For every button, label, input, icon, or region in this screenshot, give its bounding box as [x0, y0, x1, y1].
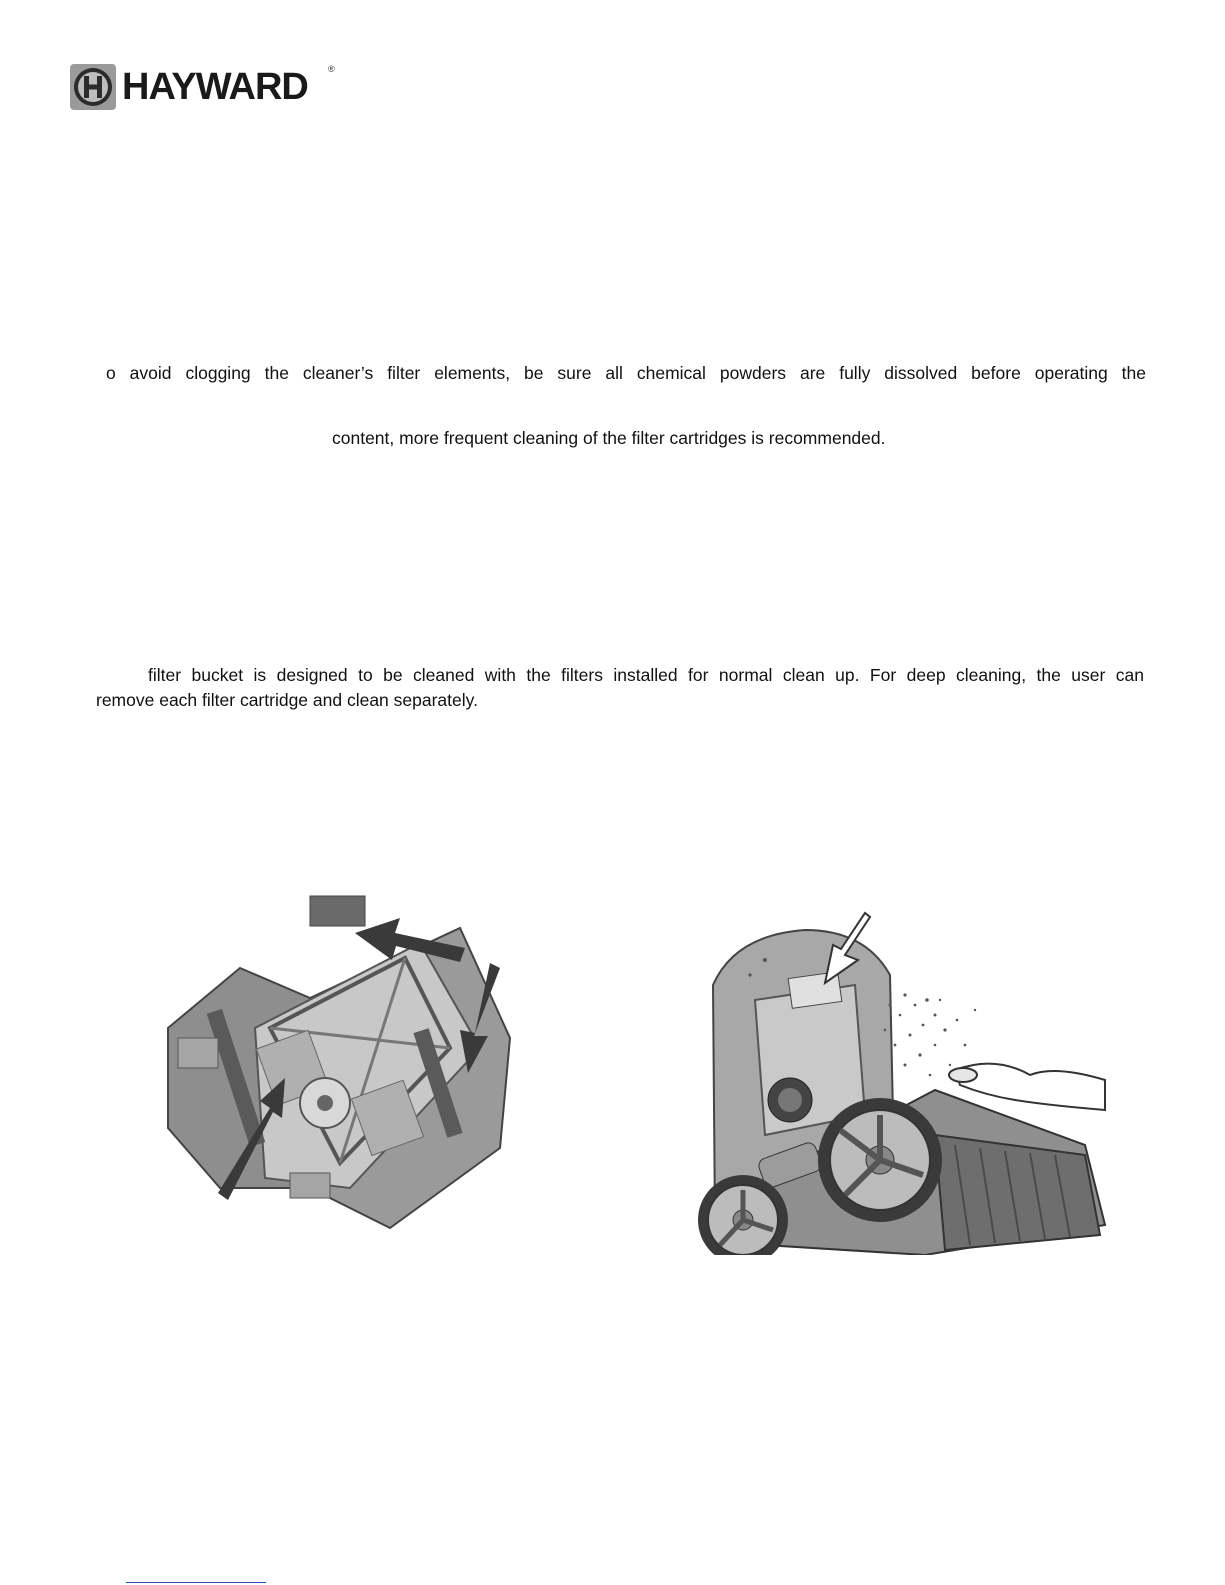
paragraph-2-line-1: filter bucket is designed to be cleaned with the filters installed for normal clean up. For deep cleaning, the user can	[148, 665, 1144, 685]
cleaner-rinsing-illustration	[695, 905, 1110, 1255]
paragraph-1-line-1: o avoid clogging the cleaner’s filter elements, be sure all chemical powders are fully dissolved before operating the	[106, 363, 1146, 383]
logo-wordmark: HAYWARD	[122, 66, 308, 108]
hayward-h-emblem-icon	[70, 64, 116, 110]
footer-link-underline	[126, 1582, 266, 1583]
hayward-logo	[70, 64, 340, 110]
paragraph-1-line-2: content, more frequent cleaning of the filter cartridges is recommended.	[332, 428, 886, 448]
filter-bucket-illustration	[160, 888, 520, 1258]
registered-mark: ®	[328, 64, 335, 74]
paragraph-2-line-2: remove each filter cartridge and clean separately.	[96, 690, 478, 710]
